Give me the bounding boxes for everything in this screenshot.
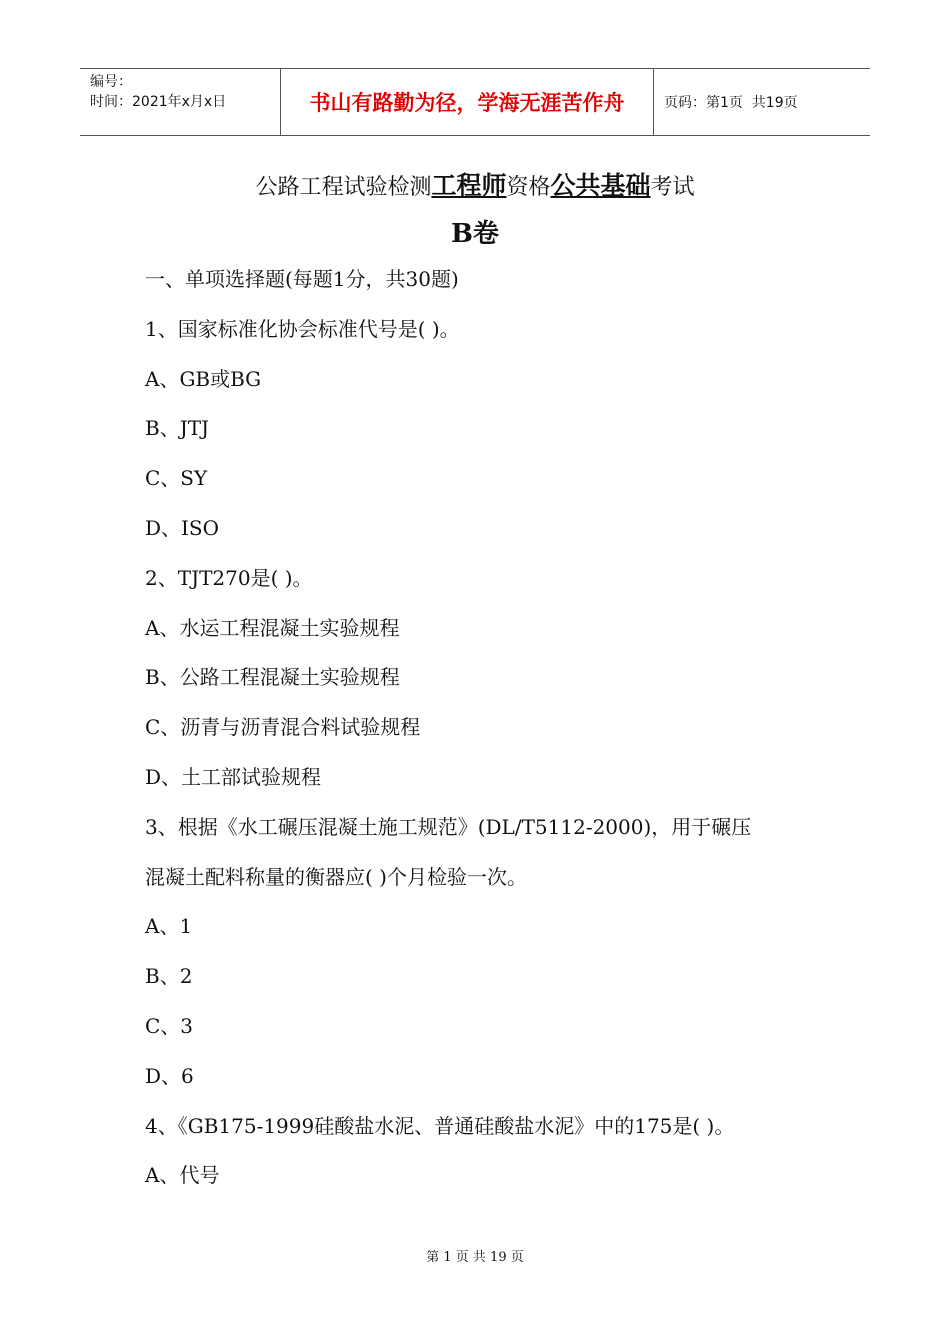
time-label: 时间：2021年x月x日 [90, 94, 227, 110]
page-footer [0, 1246, 950, 1265]
header-page-info [654, 69, 870, 135]
page-header [80, 68, 870, 136]
document-subtitle: B卷 [451, 219, 499, 249]
q3-option-b: B、2 [145, 964, 193, 989]
question-content [145, 264, 835, 1210]
document-title [0, 168, 950, 206]
q1-option-a: A、GB或BG [145, 366, 262, 391]
q3-option-a: A、1 [145, 914, 193, 939]
q3-option-d: D、6 [145, 1063, 194, 1088]
q2-option-d: D、土工部试验规程 [145, 764, 322, 789]
title-part-3: 资格 [506, 175, 551, 200]
page-info-text: 页码：第1页 共19页 [664, 95, 798, 111]
q4-option-a: A、代号 [145, 1163, 220, 1188]
question-1: 1、国家标准化协会标准代号是( )。 [145, 316, 460, 341]
title-part-4: 公共基础 [550, 171, 651, 200]
title-part-2: 工程师 [431, 171, 507, 200]
serial-label: 编号： [90, 74, 132, 90]
q3-option-c: C、3 [145, 1013, 194, 1038]
title-part-5: 考试 [650, 175, 695, 200]
q2-option-a: A、水运工程混凝土实验规程 [145, 615, 400, 640]
q2-option-c: C、沥青与沥青混合料试验规程 [145, 715, 421, 740]
title-part-1: 公路工程试验检测 [255, 175, 432, 200]
q1-option-b: B、JTJ [145, 416, 210, 441]
footer-page-number: 第 1 页 共 19 页 [426, 1250, 524, 1265]
header-motto: 书山有路勤为径，学海无涯苦作舟 [281, 69, 654, 135]
header-meta [80, 69, 281, 135]
q2-option-b: B、公路工程混凝土实验规程 [145, 665, 400, 690]
q1-option-d: D、ISO [145, 515, 220, 540]
question-4: 4、《GB175-1999硅酸盐水泥、普通硅酸盐水泥》中的175是( )。 [145, 1113, 735, 1138]
question-3-line-1: 3、根据《水工碾压混凝土施工规范》(DL/T5112-2000)，用于碾压 [145, 814, 752, 839]
question-3-line-2: 混凝土配料称量的衡器应( )个月检验一次。 [145, 864, 527, 889]
section-heading: 一、单项选择题(每题1分，共30题) [145, 267, 459, 291]
q1-option-c: C、SY [145, 466, 208, 491]
question-2: 2、TJT270是( )。 [145, 565, 313, 590]
